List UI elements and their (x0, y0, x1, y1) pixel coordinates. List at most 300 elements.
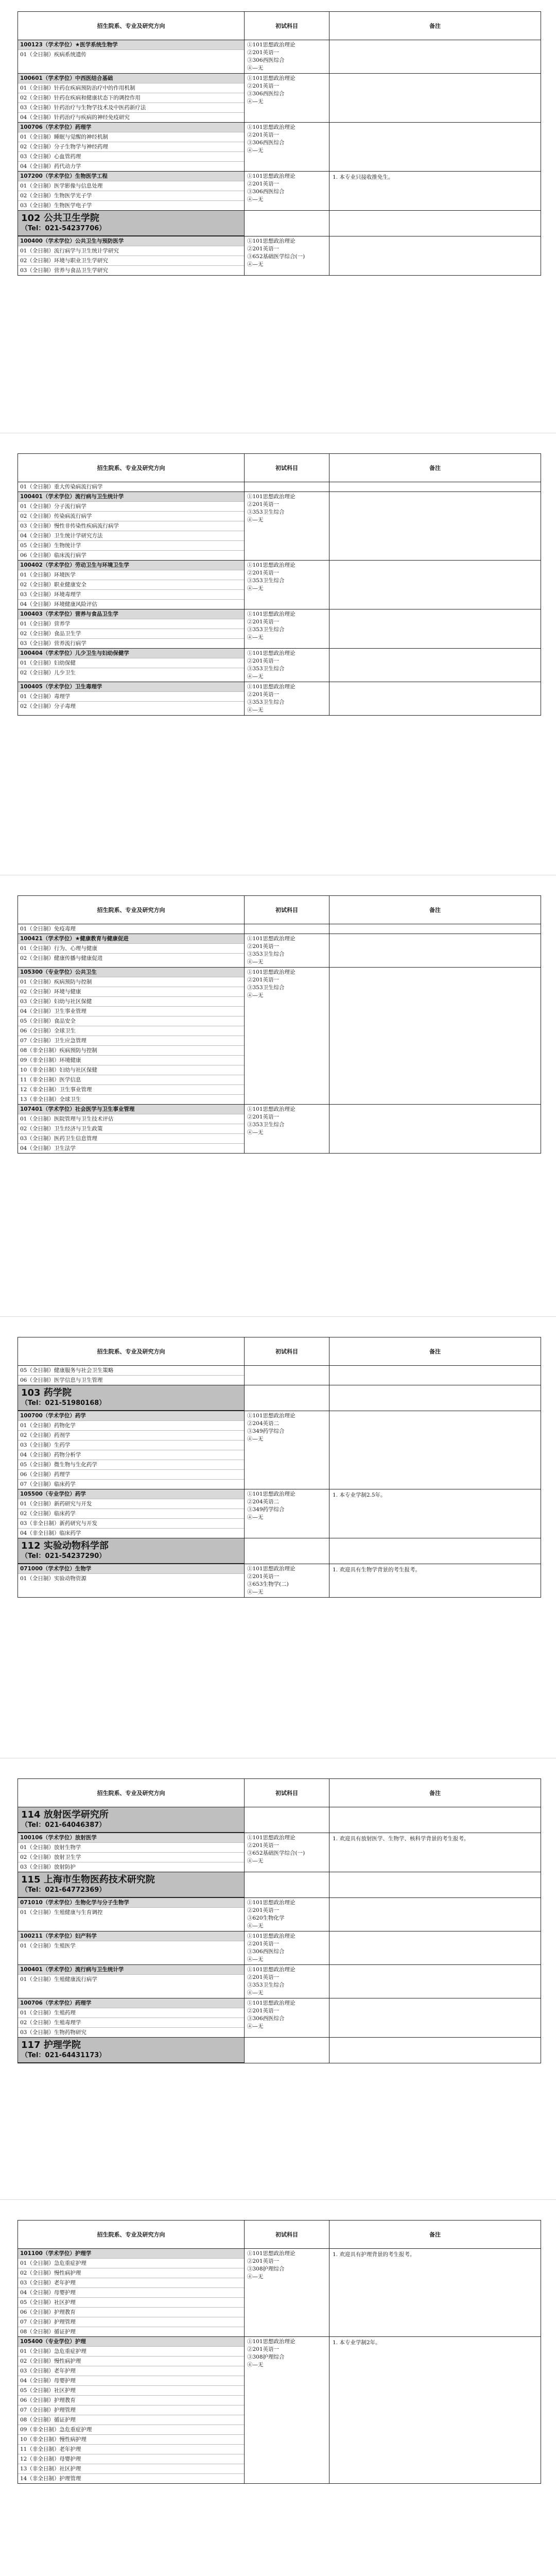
program-title: 101100（学术学位）护理学 (18, 2249, 244, 2258)
column-header-col2: 初试科目 (245, 1779, 329, 1807)
school-telephone: （Tel：021-64772369） (21, 1886, 106, 1894)
research-direction: 01（全日制）睡眠与觉醒的神经机制 (18, 132, 244, 142)
research-direction: 01（全日制）放射生物学 (18, 1842, 244, 1852)
exam-cell (245, 649, 329, 682)
research-direction: 01（全日制）疾病预防与控制 (18, 977, 244, 987)
research-direction: 05（全日制）社区护理 (18, 2297, 244, 2307)
exam-subjects: ①101思想政治理论 ②201英语一 ③653生物学(二) ④—无 (247, 1566, 296, 1595)
remark-text: 1. 本专业只接收推免生。 (333, 174, 394, 180)
remark-cell (329, 1411, 541, 1489)
program-cell (18, 924, 245, 934)
exam-subjects: ①101思想政治理论 ②201英语一 ③306西医综合 ④—无 (247, 75, 296, 105)
research-direction: 04（全日制）卫生事业管理 (18, 1006, 244, 1016)
research-direction: 01（全日制）药物化学 (18, 1420, 244, 1430)
column-header-col3: 备注 (329, 896, 541, 924)
program-group (18, 492, 541, 561)
research-direction: 02（全日制）药剂学 (18, 1430, 244, 1440)
program-title: 100404（学术学位）儿少卫生与妇幼保健学 (18, 649, 244, 658)
research-direction: 04（全日制）药物分析学 (18, 1450, 244, 1460)
program-group (18, 609, 541, 649)
research-direction: 06（全日制）全球卫生 (18, 1026, 244, 1036)
column-header-col3: 备注 (329, 12, 541, 40)
research-direction: 01（全日制）疾病系统遗传 (18, 49, 244, 59)
program-cell (18, 1411, 245, 1489)
program-cell (18, 1564, 245, 1598)
exam-cell (245, 1898, 329, 1931)
research-direction: 01（全日制）新药研究与开发 (18, 1499, 244, 1509)
exam-subjects: ①101思想政治理论 ②201英语一 ③353卫生综合 ④—无 (247, 1967, 296, 1996)
program-title: 100706（学术学位）药理学 (18, 1998, 244, 2008)
program-title: 107401（学术学位）社会医学与卫生事业管理 (18, 1105, 244, 1114)
program-cell (18, 934, 245, 968)
research-direction: 02（全日制）慢性病护理 (18, 2268, 244, 2278)
research-direction: 12（非全日制）母婴护理 (18, 2454, 244, 2464)
program-group (18, 561, 541, 609)
remark-cell (329, 1931, 541, 1965)
page-separator (0, 2199, 556, 2200)
remark-cell (329, 2038, 541, 2063)
program-cell (18, 2337, 245, 2484)
research-direction: 01（全日制）环境医学 (18, 570, 244, 580)
program-title: 100402（学术学位）劳动卫生与环境卫生学 (18, 561, 244, 570)
remark-cell (329, 492, 541, 561)
column-header-col2: 初试科目 (245, 2221, 329, 2249)
exam-cell (245, 492, 329, 561)
remark-cell (329, 172, 541, 211)
research-direction: 04（全日制）药代动力学 (18, 161, 244, 171)
program-group (18, 1898, 541, 1931)
school-header: 114 放射医学研究所 （Tel：021-64046387） (18, 1807, 244, 1833)
remark-text: 1. 欢迎具有生物学背景的考生报考。 (333, 1567, 421, 1573)
research-direction: 03（全日制）营养与食品卫生学研究 (18, 265, 244, 275)
program-title: 100706（学术学位）药理学 (18, 123, 244, 132)
research-direction: 06（全日制）护理教育 (18, 2395, 244, 2405)
exam-subjects: ①101思想政治理论 ②201英语一 ③308护理综合 ④—无 (247, 2250, 296, 2280)
exam-cell (245, 1105, 329, 1154)
program-cell (18, 1872, 245, 1898)
exam-subjects: ①101思想政治理论 ②201英语一 ③353卫生综合 ④—无 (247, 650, 296, 680)
program-cell (18, 682, 245, 716)
program-group (18, 924, 541, 934)
research-direction: 14（非全日制）护理管理 (18, 2473, 244, 2483)
remark-cell (329, 1366, 541, 1385)
program-title: 100106（学术学位）放射医学 (18, 1833, 244, 1842)
research-direction: 01（全日制）急危重症护理 (18, 2258, 244, 2268)
research-direction: 01（全日制）医学影像与信息处理 (18, 181, 244, 191)
exam-subjects: ①101思想政治理论 ②201英语一 ③620生物化学 ④—无 (247, 1900, 296, 1929)
research-direction: 01（全日制）行为、心理与健康 (18, 943, 244, 953)
research-direction: 01（全日制）毒理学 (18, 691, 244, 701)
program-group (18, 1411, 541, 1489)
research-direction: 03（全日制）针药治疗与生物学技术及中医药新疗法 (18, 103, 244, 112)
exam-subjects: ①101思想政治理论 ②201英语一 ③652基础医学综合(一) ④—无 (247, 1835, 305, 1864)
exam-cell (245, 1998, 329, 2038)
program-cell (18, 561, 245, 609)
program-group (18, 1366, 541, 1385)
program-title: 100403（学术学位）营养与食品卫生学 (18, 609, 244, 619)
program-title: 105300（专业学位）公共卫生 (18, 968, 244, 977)
program-cell (18, 40, 245, 74)
remark-cell (329, 482, 541, 492)
catalog-page (18, 2220, 541, 2484)
column-header-col2: 初试科目 (245, 896, 329, 924)
research-direction: 03（全日制）营养流行病学 (18, 638, 244, 648)
program-group (18, 934, 541, 968)
column-header-col1: 招生院系、专业及研究方向 (18, 2221, 245, 2249)
program-cell (18, 609, 245, 649)
research-direction: 05（全日制）社区护理 (18, 2385, 244, 2395)
research-direction: 10（非全日制）慢性病护理 (18, 2434, 244, 2444)
research-direction: 03（全日制）生药学 (18, 1440, 244, 1450)
program-group (18, 968, 541, 1105)
research-direction: 01（全日制）医院管理与卫生技术评估 (18, 1114, 244, 1124)
column-header-col2: 初试科目 (245, 12, 329, 40)
school-header: 102 公共卫生学院 （Tel：021-54237706） (18, 211, 244, 236)
column-header-col1: 招生院系、专业及研究方向 (18, 454, 245, 482)
program-title: 100700（学术学位）药学 (18, 1411, 244, 1420)
catalog-page (18, 1778, 541, 2063)
research-direction: 02（全日制）临床药学 (18, 1509, 244, 1518)
research-direction: 06（全日制）药理学 (18, 1469, 244, 1479)
research-direction: 03（全日制）放射防护 (18, 1862, 244, 1872)
research-direction: 02（全日制）卫生经济与卫生政策 (18, 1124, 244, 1133)
column-header-col3: 备注 (329, 454, 541, 482)
program-title: 100211（学术学位）妇产科学 (18, 1931, 244, 1941)
exam-cell (245, 2249, 329, 2337)
research-direction: 02（全日制）环境与职业卫生学研究 (18, 256, 244, 265)
program-group (18, 1998, 541, 2038)
program-title: 100405（学术学位）卫生毒理学 (18, 682, 244, 691)
research-direction: 01（全日制）生殖健康与生育调控 (18, 1907, 244, 1917)
table-header-row (18, 12, 541, 40)
remark-cell (329, 2249, 541, 2337)
research-direction: 03（全日制）老年护理 (18, 2278, 244, 2287)
research-direction: 02（全日制）环境与健康 (18, 987, 244, 996)
program-title: 100123（学术学位）★医学系统生物学 (18, 40, 244, 49)
research-direction: 03（全日制）生物医学电子学 (18, 200, 244, 210)
program-title: 107200（学术学位）生物医学工程 (18, 172, 244, 181)
exam-subjects: ①101思想政治理论 ②201英语一 ③306西医综合 ④—无 (247, 1933, 296, 1962)
remark-cell (329, 934, 541, 968)
research-direction: 03（全日制）老年护理 (18, 2366, 244, 2376)
research-direction: 06（全日制）临床流行病学 (18, 550, 244, 560)
catalog-table (18, 1337, 541, 1598)
program-cell (18, 1807, 245, 1833)
research-direction: 01（全日制）生殖药理 (18, 2008, 244, 2018)
program-cell (18, 1366, 245, 1385)
research-direction: 08（全日制）循证护理 (18, 2415, 244, 2425)
program-title: 100401（学术学位）流行病与卫生统计学 (18, 1965, 244, 1974)
remark-text: 1. 本专业学制2.5年。 (333, 1492, 386, 1498)
program-group (18, 1385, 541, 1411)
research-direction: 03（全日制）医药卫生信息管理 (18, 1133, 244, 1143)
program-title: 100601（学术学位）中西医结合基础 (18, 74, 244, 83)
school-header: 117 护理学院 （Tel：021-64431173） (18, 2038, 244, 2063)
program-cell (18, 1105, 245, 1154)
research-direction: 03（全日制）妇幼与社区保健 (18, 996, 244, 1006)
program-group (18, 40, 541, 74)
research-direction: 02（全日制）生殖毒理学 (18, 2018, 244, 2027)
school-telephone: （Tel：021-54237706） (21, 225, 106, 232)
research-direction: 02（全日制）生物医学光子学 (18, 191, 244, 200)
remark-cell (329, 1833, 541, 1872)
exam-subjects: ①101思想政治理论 ②201英语一 ③353卫生综合 ④—无 (247, 936, 296, 965)
program-title: 071000（学术学位）生物学 (18, 1564, 244, 1573)
catalog-table (18, 453, 541, 716)
research-direction: 10（非全日制）妇幼与社区保健 (18, 1065, 244, 1075)
program-group (18, 211, 541, 236)
research-direction: 04（全日制）针药治疗与疾病的神经免疫研究 (18, 112, 244, 122)
exam-cell (245, 211, 329, 236)
research-direction: 02（全日制）放射卫生学 (18, 1852, 244, 1862)
research-direction: 08（全日制）循证护理 (18, 2327, 244, 2336)
remark-text: 1. 本专业学制2年。 (333, 2340, 381, 2346)
program-cell (18, 172, 245, 211)
research-direction: 01（全日制）流行病学与卫生统计学研究 (18, 246, 244, 256)
program-group (18, 1489, 541, 1538)
program-cell (18, 236, 245, 276)
exam-subjects: ①101思想政治理论 ②201英语一 ③353卫生综合 ④—无 (247, 611, 296, 640)
exam-cell (245, 968, 329, 1105)
research-direction: 01（全日制）生殖健康流行病学 (18, 1974, 244, 1984)
remark-cell (329, 1105, 541, 1154)
program-cell (18, 968, 245, 1105)
research-direction: 02（全日制）分子生物学与神经药理 (18, 142, 244, 151)
exam-cell (245, 123, 329, 172)
research-direction: 12（非全日制）卫生事业管理 (18, 1084, 244, 1094)
catalog-table (18, 1778, 541, 2063)
exam-cell (245, 1366, 329, 1385)
research-direction: 05（全日制）食品安全 (18, 1016, 244, 1026)
exam-cell (245, 609, 329, 649)
exam-cell (245, 236, 329, 276)
column-header-col1: 招生院系、专业及研究方向 (18, 896, 245, 924)
exam-cell (245, 1965, 329, 1998)
research-direction: 07（全日制）临床药学 (18, 1479, 244, 1489)
page-separator (0, 1316, 556, 1317)
exam-subjects: ①101思想政治理论 ②201英语一 ③353卫生综合 ④—无 (247, 494, 296, 523)
column-header-col1: 招生院系、专业及研究方向 (18, 1779, 245, 1807)
program-group (18, 2249, 541, 2337)
remark-cell (329, 1489, 541, 1538)
research-direction: 04（全日制）母婴护理 (18, 2376, 244, 2385)
program-title: 100421（学术学位）★健康教育与健康促进 (18, 934, 244, 943)
exam-cell (245, 2038, 329, 2063)
remark-cell (329, 1872, 541, 1898)
column-header-col3: 备注 (329, 2221, 541, 2249)
exam-subjects: ①101思想政治理论 ②201英语一 ③353卫生综合 ④—无 (247, 562, 296, 591)
program-group (18, 1833, 541, 1872)
research-direction: 03（全日制）环境毒理学 (18, 589, 244, 599)
program-group (18, 1965, 541, 1998)
program-cell (18, 1965, 245, 1998)
program-title: 105500（专业学位）药学 (18, 1489, 244, 1499)
program-group (18, 236, 541, 276)
catalog-page (18, 11, 541, 276)
exam-cell (245, 2337, 329, 2484)
research-direction: 05（全日制）健康服务与社会卫生策略 (20, 1367, 114, 1374)
program-cell (18, 1385, 245, 1411)
catalog-page (18, 895, 541, 1154)
research-direction: 01（全日制）针药在疾病预防治疗中的作用机制 (18, 83, 244, 93)
research-direction: 06（全日制）医学信息与卫生管理 (18, 1375, 244, 1385)
catalog-page (18, 453, 541, 716)
research-direction: 05（全日制）生物统计学 (18, 540, 244, 550)
remark-cell (329, 968, 541, 1105)
exam-subjects: ①101思想政治理论 ②201英语一 ③652基础医学综合(一) ④—无 (247, 238, 305, 267)
exam-cell (245, 172, 329, 211)
remark-text: 1. 欢迎具有护理背景的考生报考。 (333, 2251, 415, 2258)
exam-subjects: ①101思想政治理论 ②201英语一 ③306西医综合 ④—无 (247, 2000, 296, 2029)
program-title: 105400（专业学位）护理 (18, 2337, 244, 2346)
research-direction: 11（非全日制）医学信息 (18, 1075, 244, 1084)
column-header-col1: 招生院系、专业及研究方向 (18, 1337, 245, 1366)
program-cell (18, 482, 245, 492)
remark-cell (329, 649, 541, 682)
research-direction: 02（全日制）分子毒理 (18, 701, 244, 711)
research-direction: 03（全日制）生物药物研究 (18, 2027, 244, 2037)
exam-subjects: ①101思想政治理论 ②204英语二 ③349药学综合 ④—无 (247, 1491, 296, 1520)
exam-cell (245, 1411, 329, 1489)
program-cell (18, 1898, 245, 1931)
remark-cell (329, 561, 541, 609)
remark-cell (329, 1965, 541, 1998)
research-direction: 03（非全日制）新药研究与开发 (18, 1518, 244, 1528)
program-cell (18, 1833, 245, 1872)
exam-cell (245, 74, 329, 123)
exam-subjects: ①101思想政治理论 ②201英语一 ③353卫生综合 ④—无 (247, 684, 296, 713)
exam-subjects: ①101思想政治理论 ②201英语一 ③353卫生综合 ④—无 (247, 969, 296, 998)
program-group (18, 1807, 541, 1833)
exam-cell (245, 1564, 329, 1598)
exam-cell (245, 1872, 329, 1898)
program-cell (18, 2038, 245, 2063)
catalog-table (18, 895, 541, 1154)
program-group (18, 1564, 541, 1598)
program-title: 100400（学术学位）公共卫生与预防医学 (18, 236, 244, 246)
exam-cell (245, 682, 329, 716)
table-header-row (18, 454, 541, 482)
exam-cell (245, 1807, 329, 1833)
research-direction: 01（全日制）重大传染病流行病学 (20, 484, 103, 490)
catalog-page (18, 1337, 541, 1598)
program-title: 100401（学术学位）流行病与卫生统计学 (18, 492, 244, 501)
exam-cell (245, 561, 329, 609)
program-cell (18, 74, 245, 123)
research-direction: 05（全日制）微生物与生化药学 (18, 1460, 244, 1469)
school-telephone: （Tel：021-51980168） (21, 1399, 106, 1407)
program-cell (18, 211, 245, 236)
column-header-col3: 备注 (329, 1779, 541, 1807)
program-title: 071010（学术学位）生物化学与分子生物学 (18, 1898, 244, 1907)
program-cell (18, 123, 245, 172)
research-direction: 08（非全日制）疾病预防与控制 (18, 1045, 244, 1055)
program-cell (18, 1489, 245, 1538)
research-direction: 01（全日制）营养学 (18, 619, 244, 629)
research-direction: 04（全日制）母婴护理 (18, 2287, 244, 2297)
research-direction: 04（全日制）卫生统计学研究方法 (18, 531, 244, 540)
remark-cell (329, 74, 541, 123)
table-header-row (18, 1337, 541, 1366)
research-direction: 02（全日制）慢性病护理 (18, 2356, 244, 2366)
program-group (18, 74, 541, 123)
program-cell (18, 1998, 245, 2038)
column-header-col3: 备注 (329, 1337, 541, 1366)
exam-cell (245, 1833, 329, 1872)
research-direction: 07（全日制）护理管理 (18, 2317, 244, 2327)
exam-subjects: ①101思想政治理论 ②201英语一 ③353卫生综合 ④—无 (247, 1106, 296, 1136)
remark-cell (329, 924, 541, 934)
program-group (18, 682, 541, 716)
research-direction: 02（全日制）食品卫生学 (18, 629, 244, 638)
program-group (18, 2337, 541, 2484)
exam-subjects: ①101思想政治理论 ②201英语一 ③306西医综合 ④—无 (247, 124, 296, 154)
catalog-table (18, 2220, 541, 2484)
remark-cell (329, 2337, 541, 2484)
research-direction: 04（全日制）卫生法学 (18, 1143, 244, 1153)
remark-cell (329, 1998, 541, 2038)
exam-cell (245, 924, 329, 934)
program-group (18, 1538, 541, 1564)
research-direction: 06（全日制）护理教育 (18, 2307, 244, 2317)
research-direction: 13（非全日制）全球卫生 (18, 1094, 244, 1104)
exam-subjects: ①101思想政治理论 ②201英语一 ③308护理综合 ④—无 (247, 2338, 296, 2368)
remark-cell (329, 1538, 541, 1564)
remark-cell (329, 40, 541, 74)
exam-cell (245, 482, 329, 492)
remark-cell (329, 682, 541, 716)
research-direction: 13（非全日制）社区护理 (18, 2464, 244, 2473)
program-cell (18, 2249, 245, 2337)
exam-cell (245, 1385, 329, 1411)
school-telephone: （Tel：021-54237290） (21, 1552, 106, 1560)
remark-cell (329, 1564, 541, 1598)
remark-cell (329, 1807, 541, 1833)
catalog-table (18, 11, 541, 276)
program-group (18, 2038, 541, 2063)
remark-cell (329, 609, 541, 649)
exam-subjects: ①101思想政治理论 ②204英语二 ③349药学综合 ④—无 (247, 1413, 296, 1442)
research-direction: 11（非全日制）老年护理 (18, 2444, 244, 2454)
program-group (18, 1872, 541, 1898)
exam-cell (245, 1538, 329, 1564)
exam-subjects: ①101思想政治理论 ②201英语一 ③306西医综合 ④—无 (247, 42, 296, 71)
table-header-row (18, 1779, 541, 1807)
research-direction: 04（非全日制）临床药学 (18, 1528, 244, 1538)
exam-cell (245, 934, 329, 968)
program-cell (18, 1931, 245, 1965)
remark-cell (329, 1385, 541, 1411)
table-header-row (18, 896, 541, 924)
research-direction: 02（全日制）针药在疾病和健康状态下的调控作用 (18, 93, 244, 103)
research-direction: 01（全日制）免疫毒理 (20, 926, 76, 932)
program-group (18, 649, 541, 682)
remark-cell (329, 1898, 541, 1931)
remark-text: 1. 欢迎具有放射医学、生物学、核科学背景的考生报考。 (333, 1836, 470, 1842)
school-header: 115 上海市生物医药技术研究院 （Tel：021-64772369） (18, 1872, 244, 1897)
table-header-row (18, 2221, 541, 2249)
research-direction: 02（全日制）儿少卫生 (18, 668, 244, 677)
remark-cell (329, 211, 541, 236)
research-direction: 03（全日制）心血管药理 (18, 151, 244, 161)
program-group (18, 1931, 541, 1965)
exam-cell (245, 40, 329, 74)
research-direction: 01（全日制）分子流行病学 (18, 501, 244, 511)
research-direction: 09（非全日制）急危重症护理 (18, 2425, 244, 2434)
school-telephone: （Tel：021-64431173） (21, 2052, 106, 2059)
school-telephone: （Tel：021-64046387） (21, 1821, 106, 1829)
program-group (18, 172, 541, 211)
